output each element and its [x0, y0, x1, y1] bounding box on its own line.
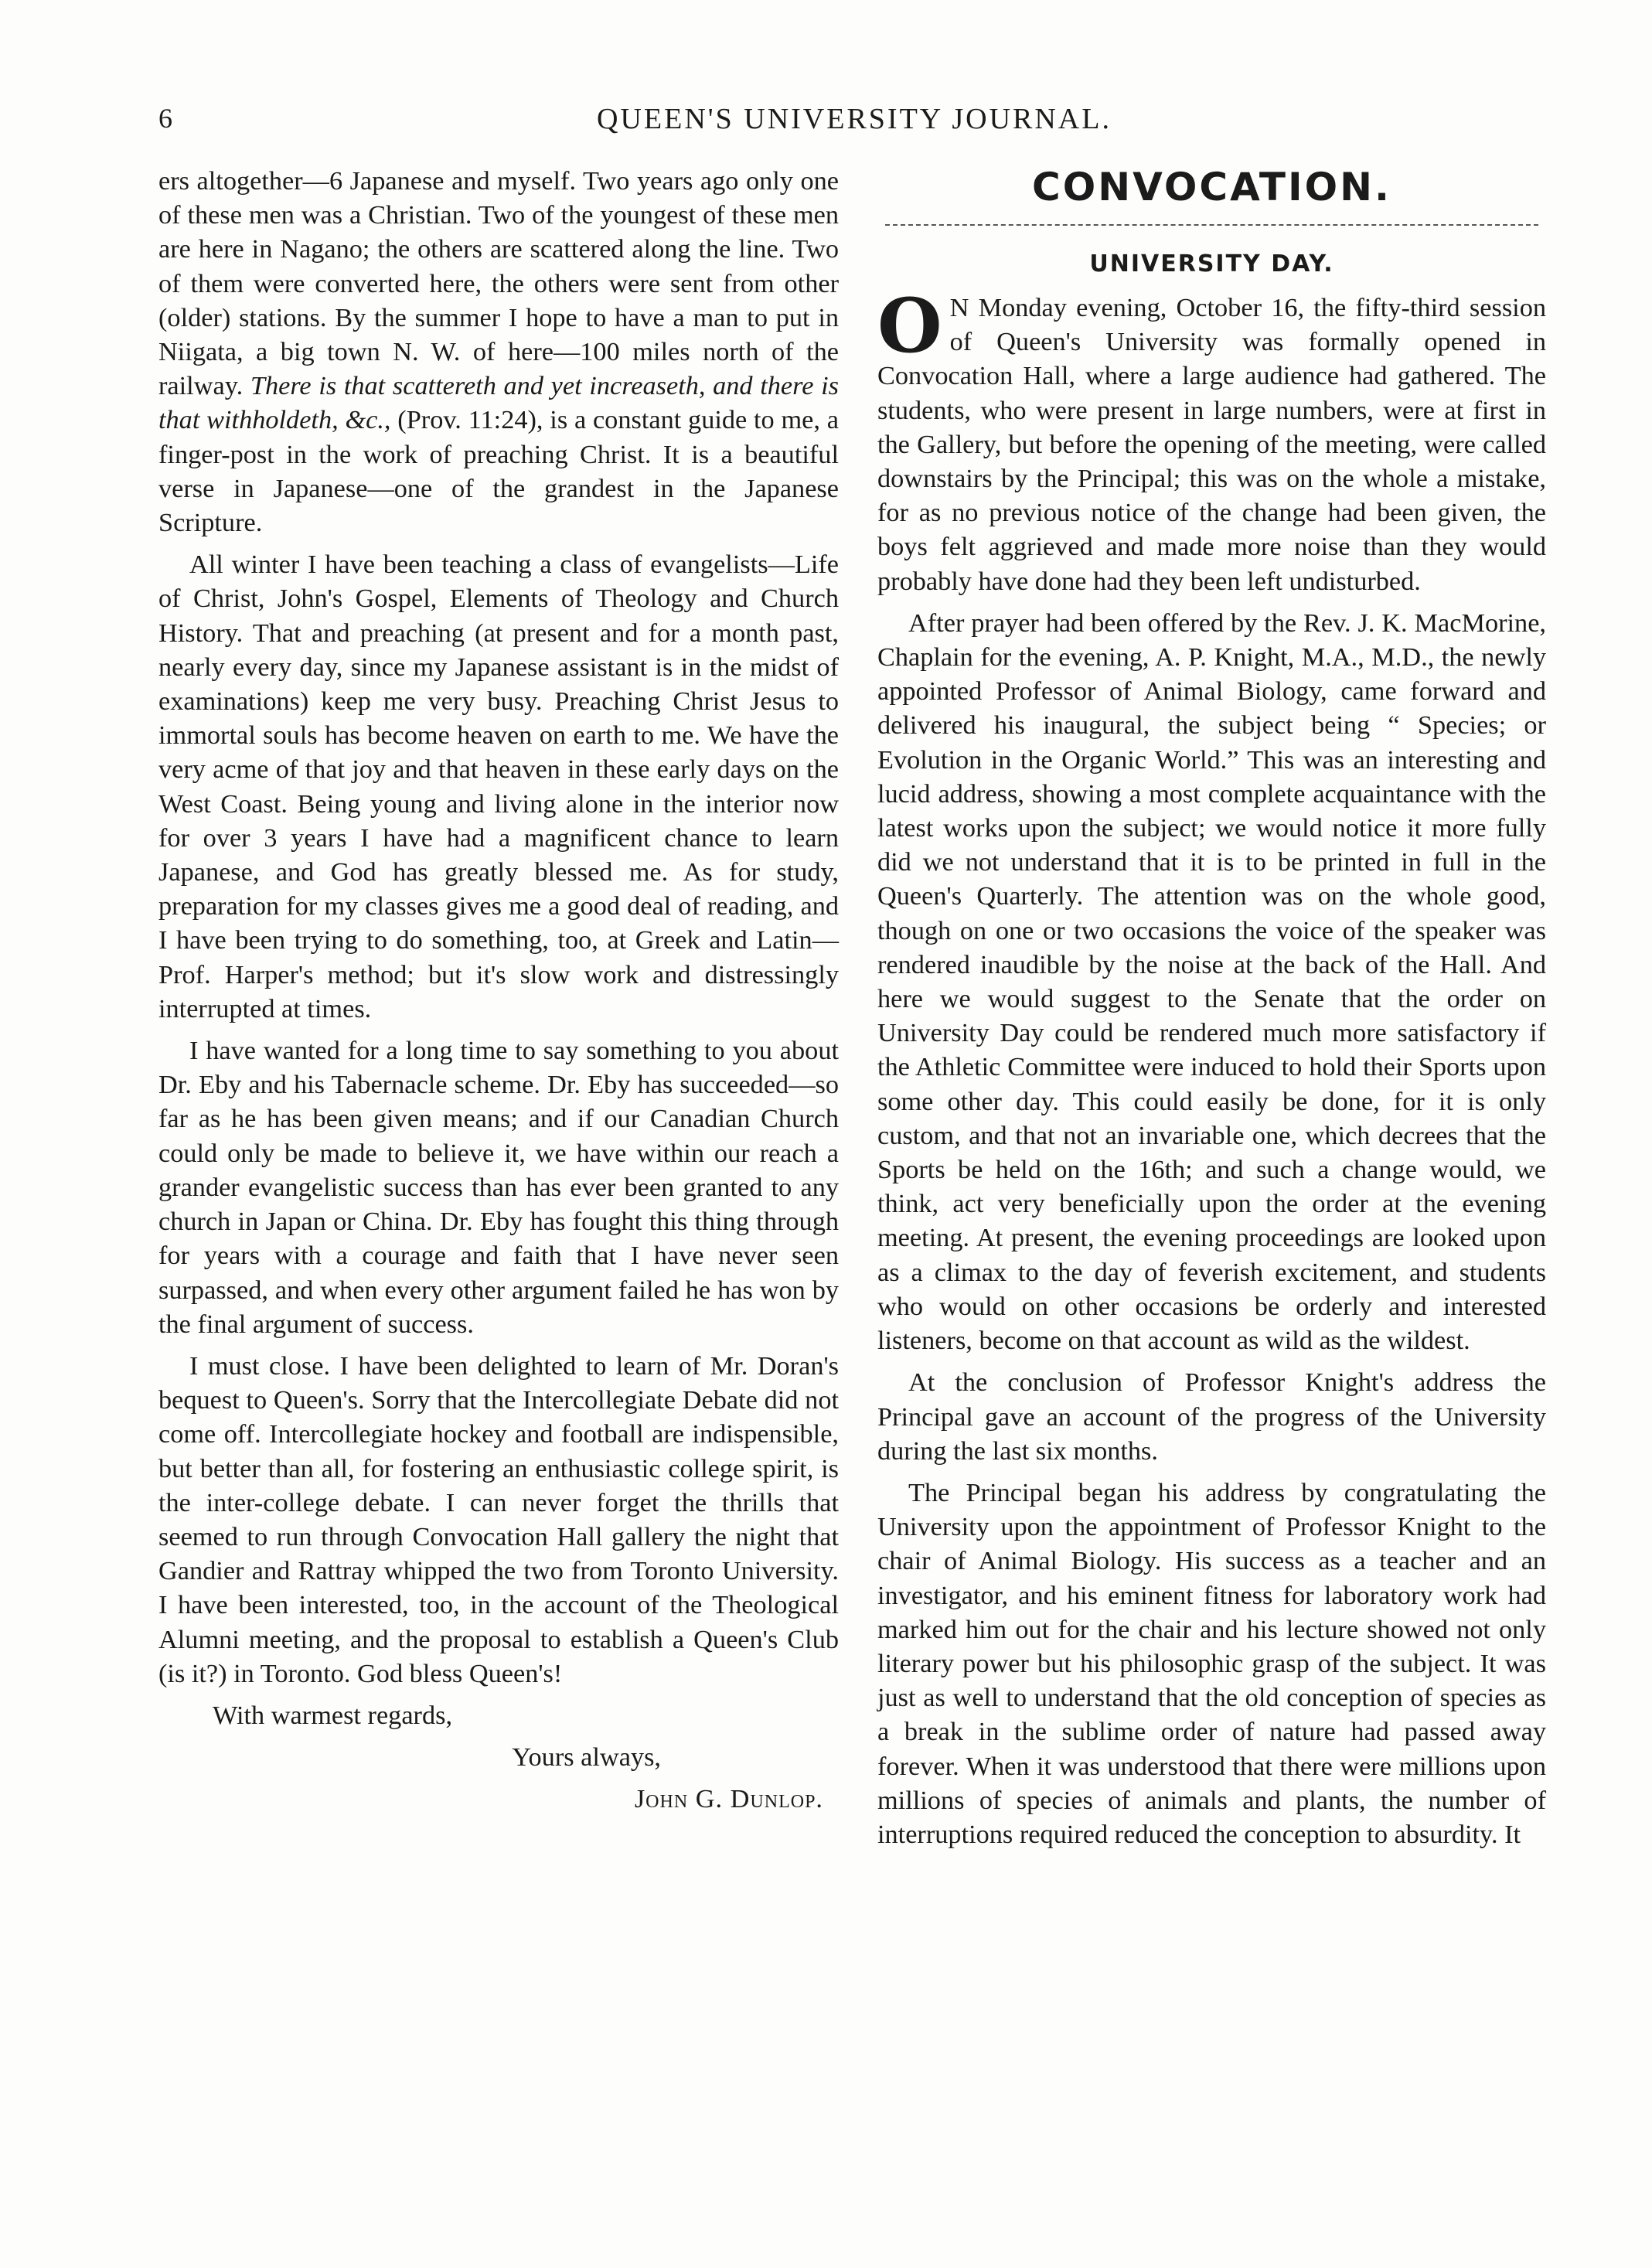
page-header [158, 102, 1550, 148]
drop-cap: O [877, 282, 942, 369]
letter-valediction: Yours always, [512, 1742, 661, 1773]
article-paragraph-4: The Principal began his address by congratulating the University upon the appointment of Professor Knight to the chair of Animal Biology. His success as a teacher and an investigator, and his eminent fitness for laboratory work had marked him out for the chair and his lecture showed not only literary power but his philosophic grasp of the subject. It was just as well to understand that the old conception of species as a break in the sublime order of nature had passed away forever. When it was understood that there were millions upon millions of species of animals and plants, the number of interruptions required reduced the conception to absurdity. It [877, 1477, 1546, 1849]
letter-paragraph-4: I must close. I have been delighted to learn of Mr. Doran's bequest to Queen's. Sorry that the Intercollegiate Debate did not come off. Intercollegiate hockey and football are indispensible, but better than all, for fostering an enthusiastic college spirit, is the inter-college debate. I can never forget the thrills that seemed to run through Convocation Hall gallery the night that Gandier and Rattray whipped the two from Toronto University. I have been interested, too, in the account of the Theological Alumni meeting, and the proposal to establish a Queen's Club (is it?) in Toronto. God bless Queen's! [158, 1350, 839, 1688]
letter-paragraph-1 [158, 164, 839, 540]
article-paragraph-3: At the conclusion of Professor Knight's address the Principal gave an account of the progress of the University during the last six months. [877, 1367, 1546, 1466]
section-title: CONVOCATION. [1032, 165, 1391, 209]
running-title: QUEEN'S UNIVERSITY JOURNAL. [597, 103, 1112, 135]
left-column [158, 164, 839, 1824]
letter-closing: With warmest regards, [213, 1700, 453, 1730]
paragraph-text: N Monday evening, October 16, the fifty-third session of Queen's University was formally opened in Convocation Hall, where a large audience had gathered. The students, who were present in large numbers, were at first in the Gallery, but before the opening of the meeting, were called downstairs by the Principal; this was on the whole a mistake, for as no previous notice of the change had been given, the boys felt aggrieved and made more noise than they would probably have done had they been left undisturbed. [877, 293, 1546, 596]
letter-paragraph-3: I have wanted for a long time to say something to you about Dr. Eby and his Tabernacle scheme. Dr. Eby has succeeded—so far as he has been given means; and if our Canadian Church could only be made to believe it, we have within our reach a grander evangelistic success than has ever been granted to any church in Japan or China. Dr. Eby has fought this thing through for years with a courage and faith that I have never seen surpassed, and when every other argument failed he has won by the final argument of success. [158, 1036, 839, 1339]
paragraph-text: (Prov. 11:24), is a constant guide to me, a finger-post in the work of preaching Christ. It is a beautiful verse in Japanese—one of the grandest in the Japanese Scripture. [158, 405, 839, 538]
subsection-title: UNIVERSITY DAY. [1089, 250, 1334, 278]
page-number: 6 [158, 103, 172, 134]
article-paragraph-2: After prayer had been offered by the Rev. J. K. MacMorine, Chaplain for the evening, A. P. Knight, M.A., M.D., the newly appointed Professor of Animal Biology, came forward and delivered his inaugural, the subject being “ Species; or Evolution in the Organic World.” This was an interesting and lucid address, showing a most complete acquaintance with the latest works upon the subject; we would notice it more fully did we not understand that it is to be printed in full in the Queen's Quarterly. The attention was on the whole good, though on one or two occasions the voice of the speaker was rendered inaudible by the noise at the back of the Hall. And here we would suggest to the Senate that the order on University Day could be rendered much more satisfactory if the Athletic Committee were induced to hold their Sports upon some other day. This could easily be done, for it is only custom, and that not an invariable one, which decrees that the Sports be held on the 16th; and such a change would, we think, act very beneficially upon the order at the evening meeting. At present, the evening proceedings are looked upon as a climax to the day of feverish excitement, and students who would on other occasions be orderly and interested listeners, become on that account as wild as the wildest. [877, 608, 1546, 1356]
letter-paragraph-2: All winter I have been teaching a class of evangelists—Life of Christ, John's Gospel, Elements of Theology and Church History. That and preaching (at present and for a month past, nearly every day, since my Japanese assistant is in the midst of examinations) keep me very busy. Preaching Christ Jesus to immortal souls has become heaven on earth to me. We have the very acme of that joy and that heaven in these early days on the West Coast. Being young and living alone in the interior now for over 3 years I have had a magnificent chance to learn Japanese, and God has greatly blessed me. As for study, preparation for my classes gives me a good deal of reading, and I have been trying to do something, too, at Greek and Latin—Prof. Harper's method; but it's slow work and distressingly interrupted at times. [158, 550, 839, 1023]
paragraph-text: ers altogether—6 Japanese and myself. Two years ago only one of these men was a Christian. Two of the youngest of these men are here in Nagano; the others are scattered along the line. Two of them were converted here, the others were sent from other (older) stations. By the summer I hope to have a man to put in Niigata, a big town N. W. of here—100 miles north of the railway. [158, 166, 839, 401]
right-column [877, 164, 1546, 1859]
scripture-quote: There is that scattereth and yet increaseth, and there is that withholdeth, &c., [158, 371, 840, 435]
letter-signature: John G. Dunlop. [634, 1784, 823, 1814]
section-divider [885, 224, 1538, 226]
article-paragraph-1 [877, 282, 1546, 598]
